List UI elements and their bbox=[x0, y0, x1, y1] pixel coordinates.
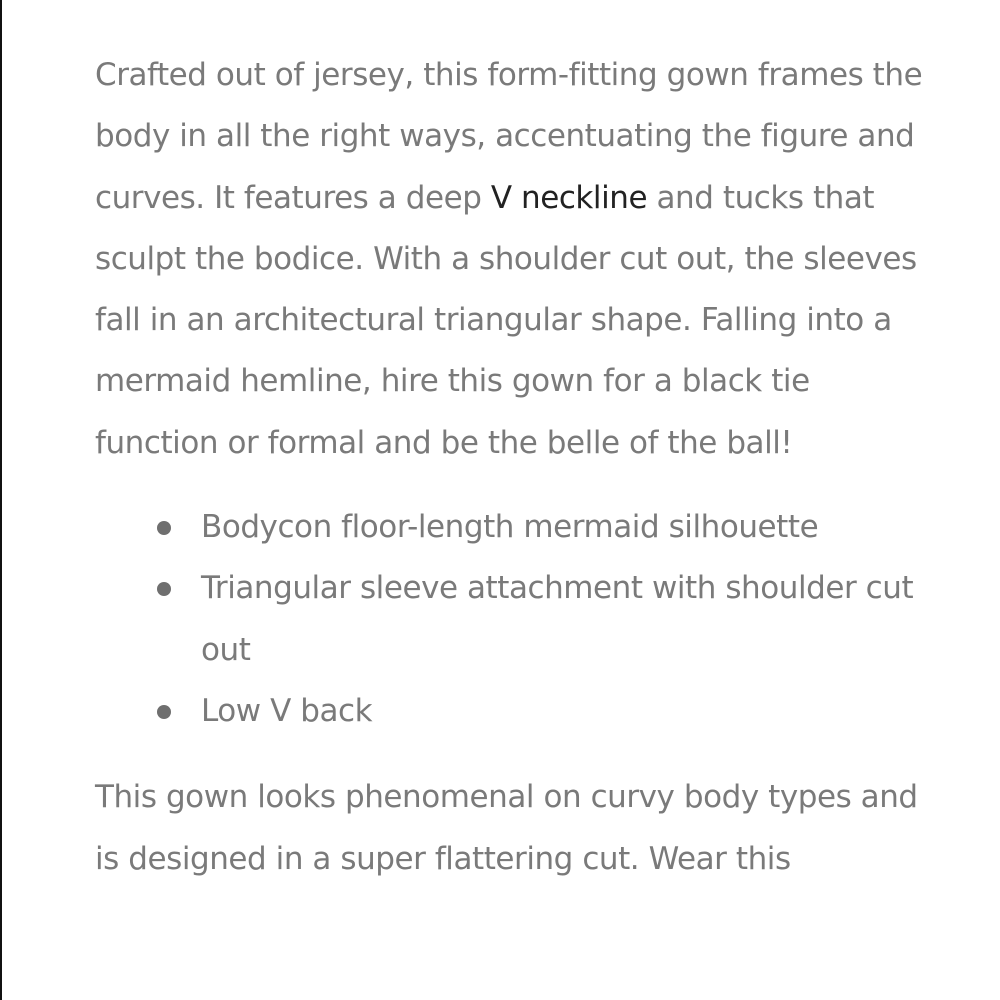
description-text: Crafted out of jersey, this form-fitting gown frames the body in all the right ways, accentuating the figure and curves. It features a deep bbox=[95, 57, 923, 216]
list-item bbox=[201, 497, 925, 558]
list-item bbox=[201, 558, 925, 681]
product-description bbox=[95, 45, 925, 890]
feature-text: Triangular sleeve attachment with shoulder cut out bbox=[201, 570, 914, 668]
neckline-link[interactable]: V neckline bbox=[490, 179, 648, 216]
bullet-icon bbox=[157, 582, 171, 596]
bullet-icon bbox=[157, 705, 171, 719]
bullet-icon bbox=[157, 521, 171, 535]
feature-list bbox=[95, 497, 925, 742]
description-paragraph-2: This gown looks phenomenal on curvy body types and is designed in a super flattering cut. Wear this bbox=[95, 779, 918, 877]
description-paragraph bbox=[95, 45, 925, 474]
description-text-continued: and tucks that sculpt the bodice. With a shoulder cut out, the sleeves fall in an architectural triangular shape. Falling into a mermaid hemline, hire this gown for a black tie function or formal and be the belle of the ball! bbox=[95, 179, 917, 461]
feature-text: Low V back bbox=[201, 692, 373, 729]
page-left-border bbox=[0, 0, 2, 1000]
feature-text: Bodycon floor-length mermaid silhouette bbox=[201, 509, 819, 546]
list-item bbox=[201, 681, 925, 742]
